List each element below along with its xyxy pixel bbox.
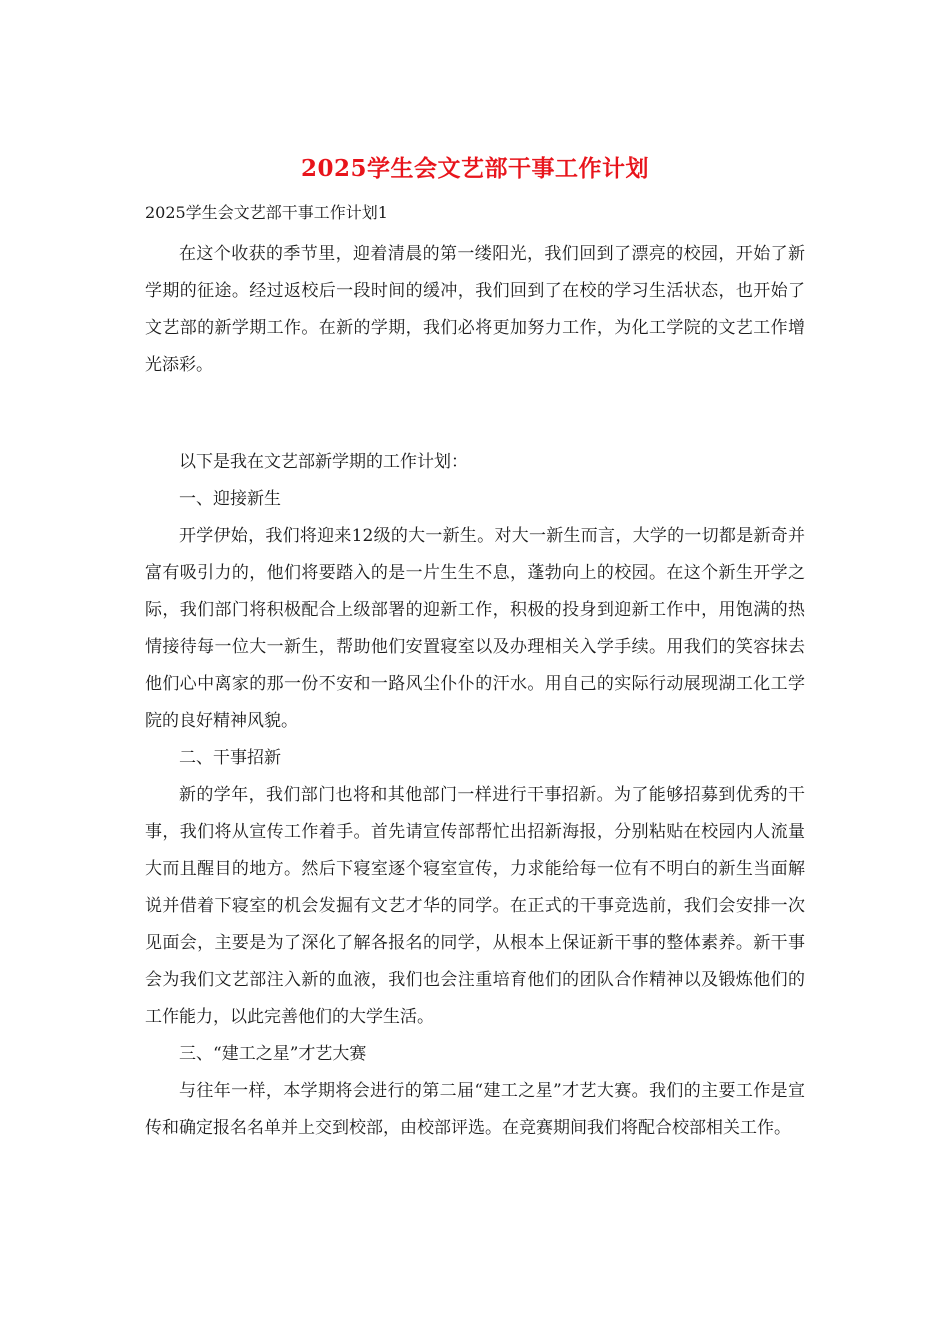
- section-paragraph-contest: 与往年一样，本学期将会进行的第二届“建工之星”才艺大赛。我们的主要工作是宣传和确定报名名单并上交到校部，由校部评选。在竞赛期间我们将配合校部相关工作。: [145, 1081, 805, 1138]
- section-heading-welcome: 一、迎接新生: [179, 489, 281, 509]
- section-paragraph-recruit: 新的学年，我们部门也将和其他部门一样进行干事招新。为了能够招募到优秀的干事，我们将从宣传工作着手。首先请宣传部帮忙出招新海报，分别粘贴在校园内人流量大而且醒目的地方。然后下寝室逐个寝室宣传，力求能给每一位有不明白的新生当面解说并借着下寝室的机会发掘有文艺才华的同学。在正式的干事竞选前，我们会安排一次见面会，主要是为了深化了解各报名的同学，从根本上保证新干事的整体素养。新干事会为我们文艺部注入新的血液，我们也会注重培育他们的团队合作精神以及锻炼他们的工作能力，以此完善他们的大学生活。: [145, 785, 805, 1027]
- section-heading-recruit: 二、干事招新: [179, 748, 281, 768]
- document-subtitle: 2025学生会文艺部干事工作计划1: [145, 203, 388, 222]
- intro-block: [145, 236, 805, 384]
- section-heading-contest: 三、“建工之星”才艺大赛: [179, 1044, 367, 1064]
- intro-paragraph: 在这个收获的季节里，迎着清晨的第一缕阳光，我们回到了漂亮的校园，开始了新学期的征途。经过返校后一段时间的缓冲，我们回到了在校的学习生活状态，也开始了文艺部的新学期工作。在新的学期，我们必将更加努力工作，为化工学院的文艺工作增光添彩。: [145, 244, 805, 375]
- section-paragraph-welcome: 开学伊始，我们将迎来12级的大一新生。对大一新生而言，大学的一切都是新奇并富有吸引力的，他们将要踏入的是一片生生不息，蓬勃向上的校园。在这个新生开学之际，我们部门将积极配合上级部署的迎新工作，积极的投身到迎新工作中，用饱满的热情接待每一位大一新生，帮助他们安置寝室以及办理相关入学手续。用我们的笑容抹去他们心中离家的那一份不安和一路风尘仆仆的汗水。用自己的实际行动展现湖工化工学院的良好精神风貌。: [145, 526, 805, 731]
- plan-lead: 以下是我在文艺部新学期的工作计划：: [179, 452, 468, 472]
- plan-body: [145, 444, 805, 1147]
- document-title: 2025学生会文艺部干事工作计划: [300, 155, 649, 182]
